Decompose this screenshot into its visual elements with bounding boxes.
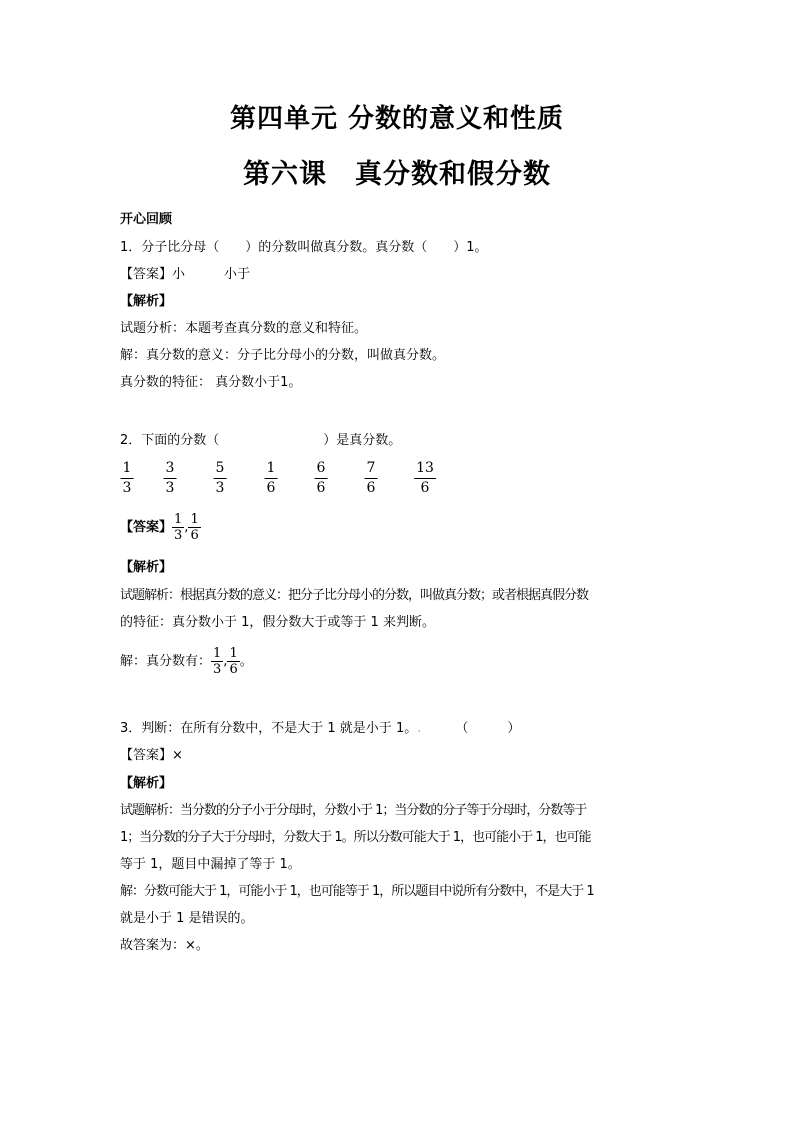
q3-answer: 【答案】×	[120, 748, 183, 763]
q3-analysis-line: 就是小于 1 是错误的。	[120, 911, 254, 926]
separator: ,	[223, 654, 228, 669]
q3-question-dot: .	[417, 721, 422, 736]
q2-analysis-line: 的特征：真分数小于 1，假分数大于或等于 1 来判断。	[120, 615, 435, 630]
q2-question: 2．下面的分数（ ）是真分数。	[120, 433, 402, 448]
fraction: $\frac{13}{6}$	[416, 460, 434, 496]
fraction: $\frac{7}{6}$	[366, 460, 376, 496]
fraction: $\frac{3}{3}$	[165, 460, 175, 496]
lesson-title: 第六课 真分数和假分数	[243, 159, 551, 190]
fraction: $\frac{5}{3}$	[215, 460, 225, 496]
q1-analysis-line: 真分数的特征： 真分数小于1。	[120, 375, 302, 390]
q2-analysis-label: 【解析】	[120, 560, 173, 575]
unit-title: 第四单元 分数的意义和性质	[229, 104, 565, 134]
answer-label: 【答案】	[120, 520, 173, 535]
q1-analysis-line: 试题分析：本题考查真分数的意义和特征。	[120, 321, 368, 336]
q3-question-text: 3．判断：在所有分数中，不是大于 1 就是小于 1。	[120, 721, 418, 736]
solution-suffix: 。	[239, 654, 253, 669]
section-heading: 开心回顾	[120, 212, 173, 227]
q3-answer-blank: （ ）	[455, 721, 521, 736]
fraction: $\frac{1}{6}$	[229, 646, 238, 677]
q2-analysis-line: 试题解析：根据真分数的意义：把分子比分母小的分数，叫做真分数；或者根据真假分数	[120, 588, 589, 603]
q3-analysis-line: 试题解析：当分数的分子小于分母时，分数小于 1；当分数的分子等于分母时，分数等于	[120, 803, 587, 818]
q3-analysis-line: 故答案为：×。	[120, 938, 209, 953]
q1-analysis-line: 解：真分数的意义：分子比分母小的分数，叫做真分数。	[120, 348, 446, 363]
q3-analysis-line: 1；当分数的分子大于分母时，分数大于 1。所以分数可能大于 1，也可能小于 1，也可能	[120, 830, 591, 845]
q3-analysis-line: 解：分数可能大于 1，可能小于 1，也可能等于 1，所以题目中说所有分数中，不是大于 1	[120, 884, 594, 899]
solution-prefix: 解：真分数有：	[120, 654, 212, 669]
fraction: $\frac{1}{3}$	[174, 512, 183, 543]
fraction: $\frac{1}{3}$	[213, 646, 222, 677]
q1-answer: 【答案】小 小于	[120, 267, 251, 282]
q2-fraction-row	[0, 459, 794, 499]
fraction: $\frac{1}{3}$	[122, 460, 132, 496]
fraction: $\frac{6}{6}$	[316, 460, 326, 496]
q1-analysis-label: 【解析】	[120, 294, 173, 309]
q2-answer	[120, 510, 201, 546]
q3-question	[120, 721, 520, 737]
q3-analysis-line: 等于 1，题目中漏掉了等于 1。	[120, 857, 301, 872]
q3-analysis-label: 【解析】	[120, 776, 173, 791]
fraction: $\frac{1}{6}$	[190, 512, 199, 543]
q1-question: 1．分子比分母（ ）的分数叫做真分数。真分数（ ）1。	[120, 240, 488, 255]
q2-solution	[120, 644, 253, 680]
separator: ,	[184, 520, 189, 535]
fraction: $\frac{1}{6}$	[266, 460, 276, 496]
